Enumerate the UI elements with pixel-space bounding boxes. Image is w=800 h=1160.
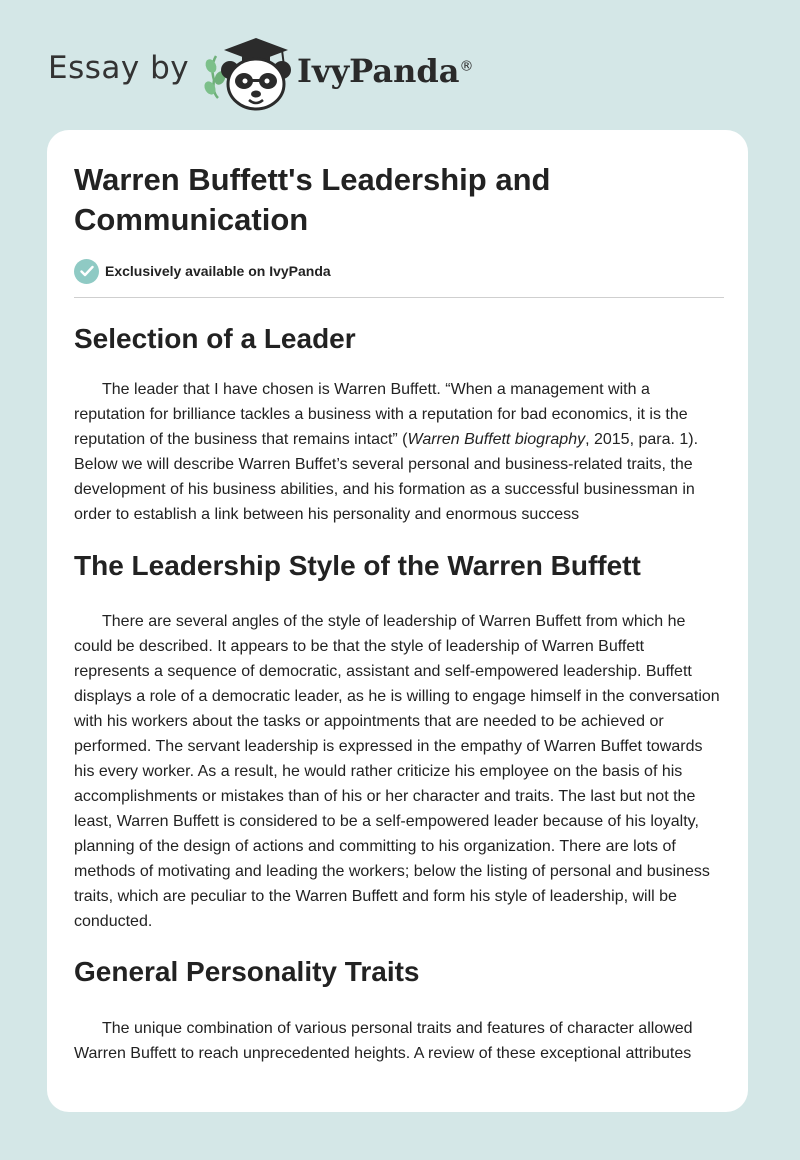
exclusive-notice: [74, 258, 724, 284]
site-header: [48, 36, 508, 112]
panda-logo-icon[interactable]: [200, 36, 292, 112]
section-heading-personality-traits: General Personality Traits: [74, 956, 420, 987]
check-badge-icon: [74, 259, 99, 284]
ivy-leaf-icon: [202, 56, 227, 98]
citation-title: Warren Buffett biography: [407, 431, 586, 448]
brand-text: IvyPanda: [297, 52, 460, 90]
paragraph-text: The leader that I have chosen is Warren Buffett. “When a management with a reputation for brilliance tackles a business with a reputation for bad economics, it is the reputation of the business that remains intact” (: [74, 381, 688, 448]
essay-card: [47, 130, 748, 1112]
essay-by-label: Essay by: [48, 50, 190, 86]
registered-mark: ®: [459, 58, 474, 75]
section-heading-selection: Selection of a Leader: [74, 323, 356, 354]
essay-title: Warren Buffett's Leadership and Communication: [74, 162, 551, 237]
section-heading-leadership-style: The Leadership Style of the Warren Buffett: [74, 550, 641, 581]
title-divider: [74, 297, 724, 298]
section-paragraph-selection: [74, 377, 724, 527]
paragraph-text: , 2015, para. 1). Below we will describe Warren Buffet’s several personal and business-related traits, the development of his business abilities, and his formation as a successful businessman in order to establish a link between his personality and enormous success: [74, 431, 699, 523]
essay-content: [74, 160, 724, 1066]
brand-name[interactable]: [297, 52, 473, 90]
section-paragraph-personality-traits: The unique combination of various personal traits and features of character allowed Warren Buffett to reach unprecedented heights. A review of these exceptional attributes: [74, 1020, 693, 1062]
section-paragraph-leadership-style: There are several angles of the style of leadership of Warren Buffett from which he could be described. It appears to be that the style of leadership of Warren Buffett represents a sequence of democratic, assistant and self-empowered leadership. Buffett displays a role of a democratic leader, as he is willing to engage himself in the conversation with his workers about the tasks or appointments that are needed to be achieved or performed. The servant leadership is expressed in the empathy of Warren Buffet towards his every worker. As a result, he would rather criticize his employee on the basis of his accomplishments or mistakes than of his or her character and traits. The last but not the least, Warren Buffett is considered to be a self-empowered leader because of his loyalty, planning of the design of actions and committing to his organization. There are lots of methods of motivating and leading the workers; below the listing of personal and business traits, which are peculiar to the Warren Buffett and form his style of leadership, will be conducted.: [74, 613, 720, 930]
exclusive-label: Exclusively available on IvyPanda: [105, 263, 331, 279]
